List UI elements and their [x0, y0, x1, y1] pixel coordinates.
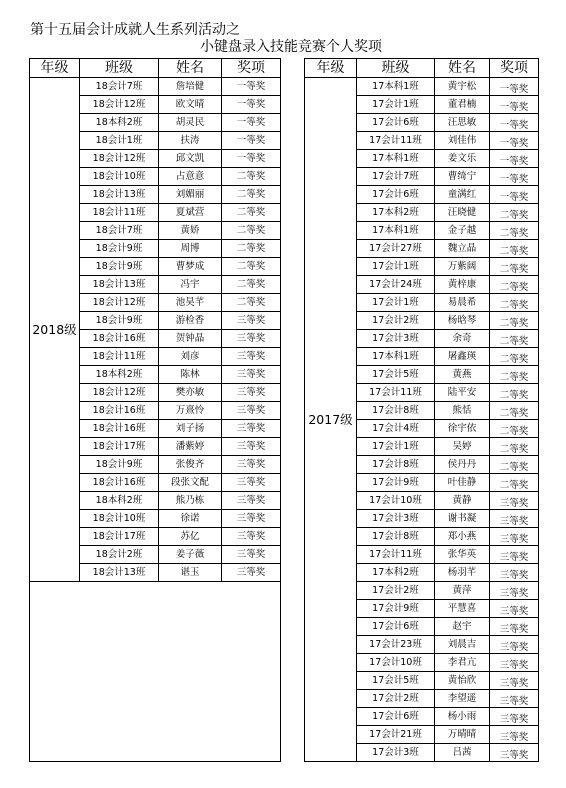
- name-cell: 刘晨吉: [435, 636, 490, 654]
- name-cell: 占意意: [159, 168, 222, 186]
- class-cell: 18会计10班: [80, 168, 159, 186]
- name-cell: 平慧喜: [435, 600, 490, 618]
- class-cell: 17会计2班: [357, 582, 435, 600]
- award-cell: [490, 636, 539, 654]
- blank-area-row: [30, 582, 281, 762]
- class-cell: 18会计7班: [80, 222, 159, 240]
- name-cell: 周博: [159, 240, 222, 258]
- award-text: 二等奖: [499, 444, 529, 455]
- class-cell: 18会计9班: [80, 258, 159, 276]
- header-class: 班级: [357, 59, 435, 78]
- award-cell: [490, 330, 539, 348]
- award-cell: 二等奖: [222, 240, 281, 258]
- class-cell: 17会计3班: [357, 510, 435, 528]
- award-cell: 三等奖: [222, 510, 281, 528]
- name-cell: 黄娇: [159, 222, 222, 240]
- class-cell: 17会计6班: [357, 186, 435, 204]
- award-text: 二等奖: [499, 480, 529, 491]
- name-cell: 姜子薇: [159, 546, 222, 564]
- award-cell: [490, 492, 539, 510]
- award-cell: [490, 654, 539, 672]
- name-cell: 赵宇: [435, 618, 490, 636]
- name-cell: 游检香: [159, 312, 222, 330]
- header-class: 班级: [80, 59, 159, 78]
- award-text: 二等奖: [499, 390, 529, 401]
- award-cell: [490, 168, 539, 186]
- class-cell: 18本科2班: [80, 366, 159, 384]
- class-cell: 17会计11班: [357, 546, 435, 564]
- class-cell: 18会计12班: [80, 294, 159, 312]
- award-cell: [490, 186, 539, 204]
- award-cell: [490, 708, 539, 726]
- name-cell: 谢书凝: [435, 510, 490, 528]
- name-cell: 冯宇: [159, 276, 222, 294]
- class-cell: 18会计16班: [80, 474, 159, 492]
- name-cell: 扶涛: [159, 132, 222, 150]
- class-cell: 17会计8班: [357, 528, 435, 546]
- name-cell: 池昊芊: [159, 294, 222, 312]
- class-cell: 17会计5班: [357, 672, 435, 690]
- name-cell: 曹梦成: [159, 258, 222, 276]
- name-cell: 熊恬: [435, 402, 490, 420]
- award-cell: [490, 546, 539, 564]
- class-cell: 18会计12班: [80, 384, 159, 402]
- award-cell: [490, 690, 539, 708]
- class-cell: 18会计9班: [80, 456, 159, 474]
- name-cell: 刘子扬: [159, 420, 222, 438]
- award-cell: 二等奖: [222, 204, 281, 222]
- name-cell: 张华英: [435, 546, 490, 564]
- name-cell: 张俊齐: [159, 456, 222, 474]
- award-cell: [490, 240, 539, 258]
- award-text: 二等奖: [499, 228, 529, 239]
- award-cell: [490, 132, 539, 150]
- award-text: 二等奖: [499, 264, 529, 275]
- class-cell: 17本科2班: [357, 564, 435, 582]
- name-cell: 段张文配: [159, 474, 222, 492]
- name-cell: 易晨希: [435, 294, 490, 312]
- class-cell: 17会计24班: [357, 276, 435, 294]
- award-cell: 三等奖: [222, 420, 281, 438]
- award-cell: [490, 726, 539, 744]
- table-row: [305, 78, 539, 96]
- award-cell: 一等奖: [222, 150, 281, 168]
- document-subtitle: 小键盘录入技能竞赛个人奖项: [200, 39, 382, 55]
- class-cell: 18会计12班: [80, 150, 159, 168]
- award-text: 三等奖: [499, 642, 529, 653]
- class-cell: 17会计27班: [357, 240, 435, 258]
- class-cell: 18会计9班: [80, 312, 159, 330]
- award-cell: [490, 114, 539, 132]
- award-cell: [490, 744, 539, 762]
- name-cell: 陈林: [159, 366, 222, 384]
- award-cell: 一等奖: [222, 114, 281, 132]
- award-cell: 三等奖: [222, 438, 281, 456]
- class-cell: 18会计16班: [80, 420, 159, 438]
- award-text: 三等奖: [499, 660, 529, 671]
- name-cell: 吕茜: [435, 744, 490, 762]
- award-cell: 二等奖: [222, 258, 281, 276]
- award-text: 二等奖: [499, 282, 529, 293]
- name-cell: 屠鑫瑛: [435, 348, 490, 366]
- class-cell: 17会计9班: [357, 474, 435, 492]
- name-cell: 詹培健: [159, 78, 222, 96]
- name-cell: 熊乃栋: [159, 492, 222, 510]
- class-cell: 18会计16班: [80, 402, 159, 420]
- award-cell: 三等奖: [222, 348, 281, 366]
- award-text: 二等奖: [499, 354, 529, 365]
- award-cell: [490, 456, 539, 474]
- award-cell: [490, 78, 539, 96]
- class-cell: 18会计11班: [80, 348, 159, 366]
- award-table-2017: [304, 58, 539, 762]
- award-cell: 三等奖: [222, 456, 281, 474]
- name-cell: 董君楠: [435, 96, 490, 114]
- class-cell: 18会计10班: [80, 510, 159, 528]
- award-text: 一等奖: [499, 102, 529, 113]
- class-cell: 17会计4班: [357, 420, 435, 438]
- name-cell: 李君亢: [435, 654, 490, 672]
- award-text: 二等奖: [499, 426, 529, 437]
- award-cell: [490, 258, 539, 276]
- header-name: 姓名: [159, 59, 222, 78]
- table-header-row: [305, 59, 539, 78]
- award-table-2017-body: [305, 59, 539, 762]
- award-cell: [490, 618, 539, 636]
- award-cell: 三等奖: [222, 384, 281, 402]
- award-cell: [490, 312, 539, 330]
- award-cell: 三等奖: [222, 474, 281, 492]
- class-cell: 18会计13班: [80, 186, 159, 204]
- class-cell: 17会计11班: [357, 384, 435, 402]
- name-cell: 陆平安: [435, 384, 490, 402]
- header-grade: 年级: [305, 59, 357, 78]
- name-cell: 刘佳伟: [435, 132, 490, 150]
- award-text: 三等奖: [499, 570, 529, 581]
- award-text: 一等奖: [499, 192, 529, 203]
- class-cell: 18本科2班: [80, 114, 159, 132]
- award-cell: 二等奖: [222, 276, 281, 294]
- award-text: 三等奖: [499, 696, 529, 707]
- award-cell: [490, 96, 539, 114]
- name-cell: 黄燕: [435, 366, 490, 384]
- award-text: 三等奖: [499, 732, 529, 743]
- award-cell: [490, 222, 539, 240]
- class-cell: 17会计8班: [357, 402, 435, 420]
- award-text: 二等奖: [499, 318, 529, 329]
- award-cell: [490, 600, 539, 618]
- class-cell: 17会计10班: [357, 654, 435, 672]
- name-cell: 魏立晶: [435, 240, 490, 258]
- name-cell: 徐宇依: [435, 420, 490, 438]
- award-cell: 三等奖: [222, 330, 281, 348]
- award-text: 一等奖: [499, 120, 529, 131]
- table-row: [30, 78, 281, 96]
- award-cell: 三等奖: [222, 312, 281, 330]
- class-cell: 17本科1班: [357, 150, 435, 168]
- award-text: 三等奖: [499, 552, 529, 563]
- name-cell: 黄静: [435, 492, 490, 510]
- grade-cell: 2018级: [30, 78, 80, 582]
- award-cell: 一等奖: [222, 132, 281, 150]
- award-cell: 一等奖: [222, 96, 281, 114]
- name-cell: 万紫阔: [435, 258, 490, 276]
- header-award: 奖项: [222, 59, 281, 78]
- class-cell: 17会计5班: [357, 366, 435, 384]
- class-cell: 18会计12班: [80, 96, 159, 114]
- award-cell: [490, 420, 539, 438]
- class-cell: 17会计21班: [357, 726, 435, 744]
- class-cell: 17本科1班: [357, 348, 435, 366]
- grade-cell: 2017级: [305, 78, 357, 762]
- award-cell: 三等奖: [222, 402, 281, 420]
- class-cell: 18会计17班: [80, 438, 159, 456]
- name-cell: 童满红: [435, 186, 490, 204]
- class-cell: 17会计7班: [357, 168, 435, 186]
- award-cell: [490, 348, 539, 366]
- header-name: 姓名: [435, 59, 490, 78]
- award-cell: 三等奖: [222, 546, 281, 564]
- award-cell: [490, 366, 539, 384]
- award-cell: [490, 402, 539, 420]
- award-cell: 二等奖: [222, 186, 281, 204]
- name-cell: 万熹怜: [159, 402, 222, 420]
- class-cell: 18会计9班: [80, 240, 159, 258]
- award-text: 二等奖: [499, 462, 529, 473]
- award-text: 三等奖: [499, 714, 529, 725]
- document-title: 第十五届会计成就人生系列活动之: [30, 22, 240, 38]
- class-cell: 17会计1班: [357, 96, 435, 114]
- award-cell: [490, 510, 539, 528]
- class-cell: 17会计10班: [357, 492, 435, 510]
- name-cell: 樊亦敏: [159, 384, 222, 402]
- name-cell: 苏亿: [159, 528, 222, 546]
- name-cell: 曹绮宁: [435, 168, 490, 186]
- award-table-2018: [29, 58, 281, 762]
- award-text: 三等奖: [499, 606, 529, 617]
- header-grade: 年级: [30, 59, 80, 78]
- name-cell: 汪晓健: [435, 204, 490, 222]
- award-text: 三等奖: [499, 516, 529, 527]
- award-table-2018-body: [30, 59, 281, 762]
- award-cell: [490, 384, 539, 402]
- class-cell: 17会计3班: [357, 744, 435, 762]
- class-cell: 18会计13班: [80, 564, 159, 582]
- award-text: 二等奖: [499, 336, 529, 347]
- name-cell: 郑小燕: [435, 528, 490, 546]
- header-award: 奖项: [490, 59, 539, 78]
- name-cell: 万晴晴: [435, 726, 490, 744]
- class-cell: 17本科1班: [357, 78, 435, 96]
- name-cell: 姜文乐: [435, 150, 490, 168]
- award-text: 三等奖: [499, 534, 529, 545]
- award-cell: [490, 474, 539, 492]
- name-cell: 刘彦: [159, 348, 222, 366]
- class-cell: 18会计2班: [80, 546, 159, 564]
- class-cell: 17会计2班: [357, 312, 435, 330]
- award-text: 一等奖: [499, 84, 529, 95]
- award-text: 一等奖: [499, 156, 529, 167]
- name-cell: 金子越: [435, 222, 490, 240]
- award-cell: 三等奖: [222, 492, 281, 510]
- class-cell: 18会计16班: [80, 330, 159, 348]
- name-cell: 黄梓康: [435, 276, 490, 294]
- award-cell: 三等奖: [222, 528, 281, 546]
- award-cell: [490, 528, 539, 546]
- name-cell: 谌玉: [159, 564, 222, 582]
- class-cell: 18本科2班: [80, 492, 159, 510]
- class-cell: 17会计6班: [357, 708, 435, 726]
- name-cell: 黄宇松: [435, 78, 490, 96]
- name-cell: 邱文凯: [159, 150, 222, 168]
- award-cell: [490, 204, 539, 222]
- award-cell: [490, 564, 539, 582]
- class-cell: 17会计23班: [357, 636, 435, 654]
- award-cell: 一等奖: [222, 78, 281, 96]
- table-header-row: [30, 59, 281, 78]
- name-cell: 欧文晴: [159, 96, 222, 114]
- class-cell: 18会计17班: [80, 528, 159, 546]
- name-cell: 侯丹丹: [435, 456, 490, 474]
- name-cell: 胡灵民: [159, 114, 222, 132]
- name-cell: 杨羽芊: [435, 564, 490, 582]
- name-cell: 潘紫婷: [159, 438, 222, 456]
- award-text: 三等奖: [499, 588, 529, 599]
- class-cell: 17会计8班: [357, 456, 435, 474]
- award-text: 二等奖: [499, 210, 529, 221]
- name-cell: 杨晗琴: [435, 312, 490, 330]
- class-cell: 18会计11班: [80, 204, 159, 222]
- award-cell: [490, 276, 539, 294]
- award-text: 三等奖: [499, 498, 529, 509]
- award-cell: 二等奖: [222, 222, 281, 240]
- award-cell: 二等奖: [222, 294, 281, 312]
- name-cell: 汪思敏: [435, 114, 490, 132]
- award-text: 三等奖: [499, 678, 529, 689]
- award-text: 一等奖: [499, 174, 529, 185]
- class-cell: 17会计1班: [357, 294, 435, 312]
- name-cell: 余奇: [435, 330, 490, 348]
- name-cell: 李望遥: [435, 690, 490, 708]
- award-cell: 三等奖: [222, 564, 281, 582]
- award-text: 二等奖: [499, 300, 529, 311]
- name-cell: 杨小雨: [435, 708, 490, 726]
- class-cell: 18会计1班: [80, 132, 159, 150]
- name-cell: 叶佳静: [435, 474, 490, 492]
- class-cell: 17会计6班: [357, 618, 435, 636]
- class-cell: 17会计1班: [357, 438, 435, 456]
- award-text: 三等奖: [499, 750, 529, 761]
- class-cell: 18会计7班: [80, 78, 159, 96]
- award-cell: [490, 294, 539, 312]
- award-cell: 二等奖: [222, 168, 281, 186]
- award-text: 二等奖: [499, 246, 529, 257]
- class-cell: 17本科2班: [357, 204, 435, 222]
- name-cell: 黄怡欣: [435, 672, 490, 690]
- award-cell: [490, 672, 539, 690]
- name-cell: 夏斌营: [159, 204, 222, 222]
- class-cell: 17本科1班: [357, 222, 435, 240]
- class-cell: 18会计13班: [80, 276, 159, 294]
- class-cell: 17会计11班: [357, 132, 435, 150]
- award-text: 一等奖: [499, 138, 529, 149]
- class-cell: 17会计2班: [357, 690, 435, 708]
- blank-area: [30, 582, 281, 762]
- class-cell: 17会计6班: [357, 114, 435, 132]
- award-text: 三等奖: [499, 624, 529, 635]
- name-cell: 吴婷: [435, 438, 490, 456]
- name-cell: 刘媚丽: [159, 186, 222, 204]
- award-cell: 三等奖: [222, 366, 281, 384]
- award-cell: [490, 438, 539, 456]
- award-cell: [490, 150, 539, 168]
- award-text: 二等奖: [499, 372, 529, 383]
- name-cell: 黄萍: [435, 582, 490, 600]
- award-cell: [490, 582, 539, 600]
- name-cell: 徐诺: [159, 510, 222, 528]
- class-cell: 17会计9班: [357, 600, 435, 618]
- class-cell: 17会计1班: [357, 258, 435, 276]
- award-text: 二等奖: [499, 408, 529, 419]
- name-cell: 贺钟晶: [159, 330, 222, 348]
- class-cell: 17会计3班: [357, 330, 435, 348]
